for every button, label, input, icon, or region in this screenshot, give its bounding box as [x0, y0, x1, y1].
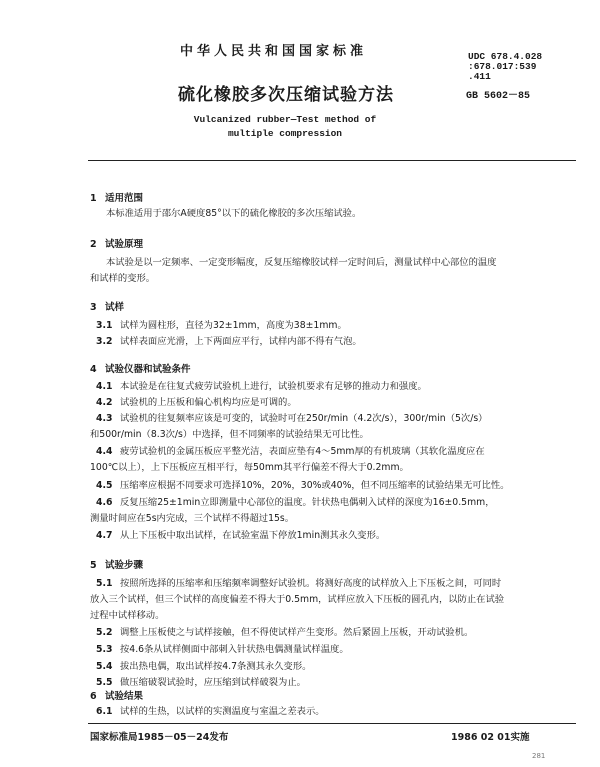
item-5-2 — [96, 624, 473, 641]
item-text: 做压缩破裂试验时，应压缩到试样破裂为止。 — [120, 677, 306, 688]
section-6-heading — [90, 688, 143, 702]
item-4-5 — [96, 477, 509, 494]
item-text: 按4.6条从试样侧面中部刺入针状热电偶测量试样温度。 — [120, 644, 349, 655]
udc-line: .411 — [468, 71, 491, 82]
item-4-6-cont: 测量时间应在5s内完成，三个试样不得超过15s。 — [90, 513, 295, 524]
item-text: 反复压缩25±1min立即测量中心部位的温度。针状热电偶刺入试样的深度为16±0.5mm， — [120, 497, 495, 508]
item-number: 4.3 — [96, 413, 113, 424]
item-4-3-cont: 和500r/min（8.3次/s）中选择，但不同频率的试验结果无可比性。 — [90, 429, 369, 440]
section-number: 3 — [90, 302, 97, 313]
item-3-1 — [96, 317, 347, 334]
section-1-heading — [90, 190, 143, 204]
section-2-heading — [90, 236, 143, 250]
item-number: 4.4 — [96, 446, 113, 457]
item-6-1 — [96, 703, 325, 720]
english-title-line-1: Vulcanized rubber—Test method of — [193, 114, 377, 125]
item-4-4 — [96, 443, 485, 460]
item-number: 4.1 — [96, 381, 113, 392]
item-5-1 — [96, 575, 501, 592]
gb-code: GB 5602－85 — [466, 91, 531, 102]
section-title: 试验仪器和试验条件 — [105, 364, 191, 375]
section-title: 试验原理 — [105, 239, 144, 250]
section-5-heading — [90, 557, 143, 571]
item-number: 4.7 — [96, 530, 113, 541]
item-5-1-cont-2: 过程中试样移动。 — [90, 610, 165, 621]
item-number: 5.1 — [96, 578, 113, 589]
english-title-line-2: multiple compression — [227, 128, 343, 139]
bottom-divider — [88, 723, 576, 724]
item-text: 从上下压板中取出试样，在试验室温下停放1min测其永久变形。 — [120, 530, 386, 541]
section-title: 试验结果 — [105, 691, 144, 702]
section-4-heading — [90, 361, 191, 375]
item-number: 5.5 — [96, 677, 113, 688]
item-text: 疲劳试验机的金属压板应平整光洁，表面应垫有4～5mm厚的有机玻璃（其软化温度应在 — [120, 446, 485, 457]
item-number: 4.2 — [96, 397, 113, 408]
issue-date: 国家标准局1985－05－24发布 — [90, 732, 229, 743]
section-3-heading — [90, 299, 124, 313]
item-4-6 — [96, 494, 495, 511]
item-number: 3.1 — [96, 320, 113, 331]
udc-line: UDC 678.4.028 — [468, 51, 543, 62]
item-number: 4.6 — [96, 497, 113, 508]
section-number: 1 — [90, 193, 97, 204]
item-number: 3.2 — [96, 336, 113, 347]
item-text: 调整上压板使之与试样接触，但不得使试样产生变形。然后紧固上压板，开动试验机。 — [120, 627, 474, 638]
section-number: 6 — [90, 691, 97, 702]
item-5-4 — [96, 658, 311, 675]
section-2-text-line-1: 本试验是以一定频率、一定变形幅度，反复压缩橡胶试样一定时间后，测量试样中心部位的温度 — [106, 257, 497, 268]
section-number: 4 — [90, 364, 97, 375]
item-4-7 — [96, 527, 385, 544]
page-number: 281 — [532, 752, 546, 760]
item-number: 5.2 — [96, 627, 113, 638]
item-text: 按照所选择的压缩率和压缩频率调整好试验机。将测好高度的试样放入上下压板之间，可同时 — [120, 578, 502, 589]
udc-code — [468, 52, 542, 82]
item-4-4-cont: 100℃以上），上下压板应互相平行，每50mm其平行偏差不得大于0.2mm。 — [90, 462, 409, 473]
item-4-2 — [96, 394, 297, 411]
item-text: 试验机的上压板和偏心机构均应是可调的。 — [120, 397, 297, 408]
section-2-text-line-2: 和试样的变形。 — [90, 273, 156, 284]
section-title: 试样 — [105, 302, 125, 313]
main-title: 硫化橡胶多次压缩试验方法 — [178, 85, 394, 105]
item-text: 试验机的往复频率应该是可变的，试验时可在250r/min（4.2次/s），300r/min（5次/s） — [120, 413, 488, 424]
item-text: 本试验是在往复式疲劳试验机上进行，试验机要求有足够的推动力和强度。 — [120, 381, 427, 392]
item-text: 拔出热电偶，取出试样按4.7条测其永久变形。 — [120, 661, 312, 672]
item-number: 5.3 — [96, 644, 113, 655]
item-number: 6.1 — [96, 706, 113, 717]
item-number: 4.5 — [96, 480, 113, 491]
item-text: 试样为圆柱形，直径为32±1mm，高度为38±1mm。 — [120, 320, 347, 331]
item-text: 压缩率应根据不同要求可选择10%，20%，30%或40%，但不同压缩率的试验结果无可比性。 — [120, 480, 510, 491]
item-number: 5.4 — [96, 661, 113, 672]
item-3-2 — [96, 333, 362, 350]
section-number: 5 — [90, 560, 97, 571]
standard-title: 中华人民共和国国家标准 — [180, 44, 368, 59]
section-1-text: 本标准适用于邵尔A硬度85°以下的硫化橡胶的多次压缩试验。 — [106, 208, 362, 219]
item-5-3 — [96, 641, 349, 658]
item-text: 试样的生热，以试样的实测温度与室温之差表示。 — [120, 706, 325, 717]
top-divider — [88, 160, 576, 161]
section-title: 适用范围 — [105, 193, 144, 204]
udc-line: :678.017:539 — [468, 61, 537, 72]
item-text: 试样表面应光滑，上下两面应平行，试样内部不得有气泡。 — [120, 336, 362, 347]
section-number: 2 — [90, 239, 97, 250]
effective-date: 1986 02 01实施 — [451, 732, 530, 743]
item-4-3 — [96, 410, 487, 427]
item-5-1-cont: 放入三个试样，但三个试样的高度偏差不得大于0.5mm，试样应放入下压板的圆孔内，以防止在试验 — [90, 594, 505, 605]
item-4-1 — [96, 378, 427, 395]
section-title: 试验步骤 — [105, 560, 144, 571]
